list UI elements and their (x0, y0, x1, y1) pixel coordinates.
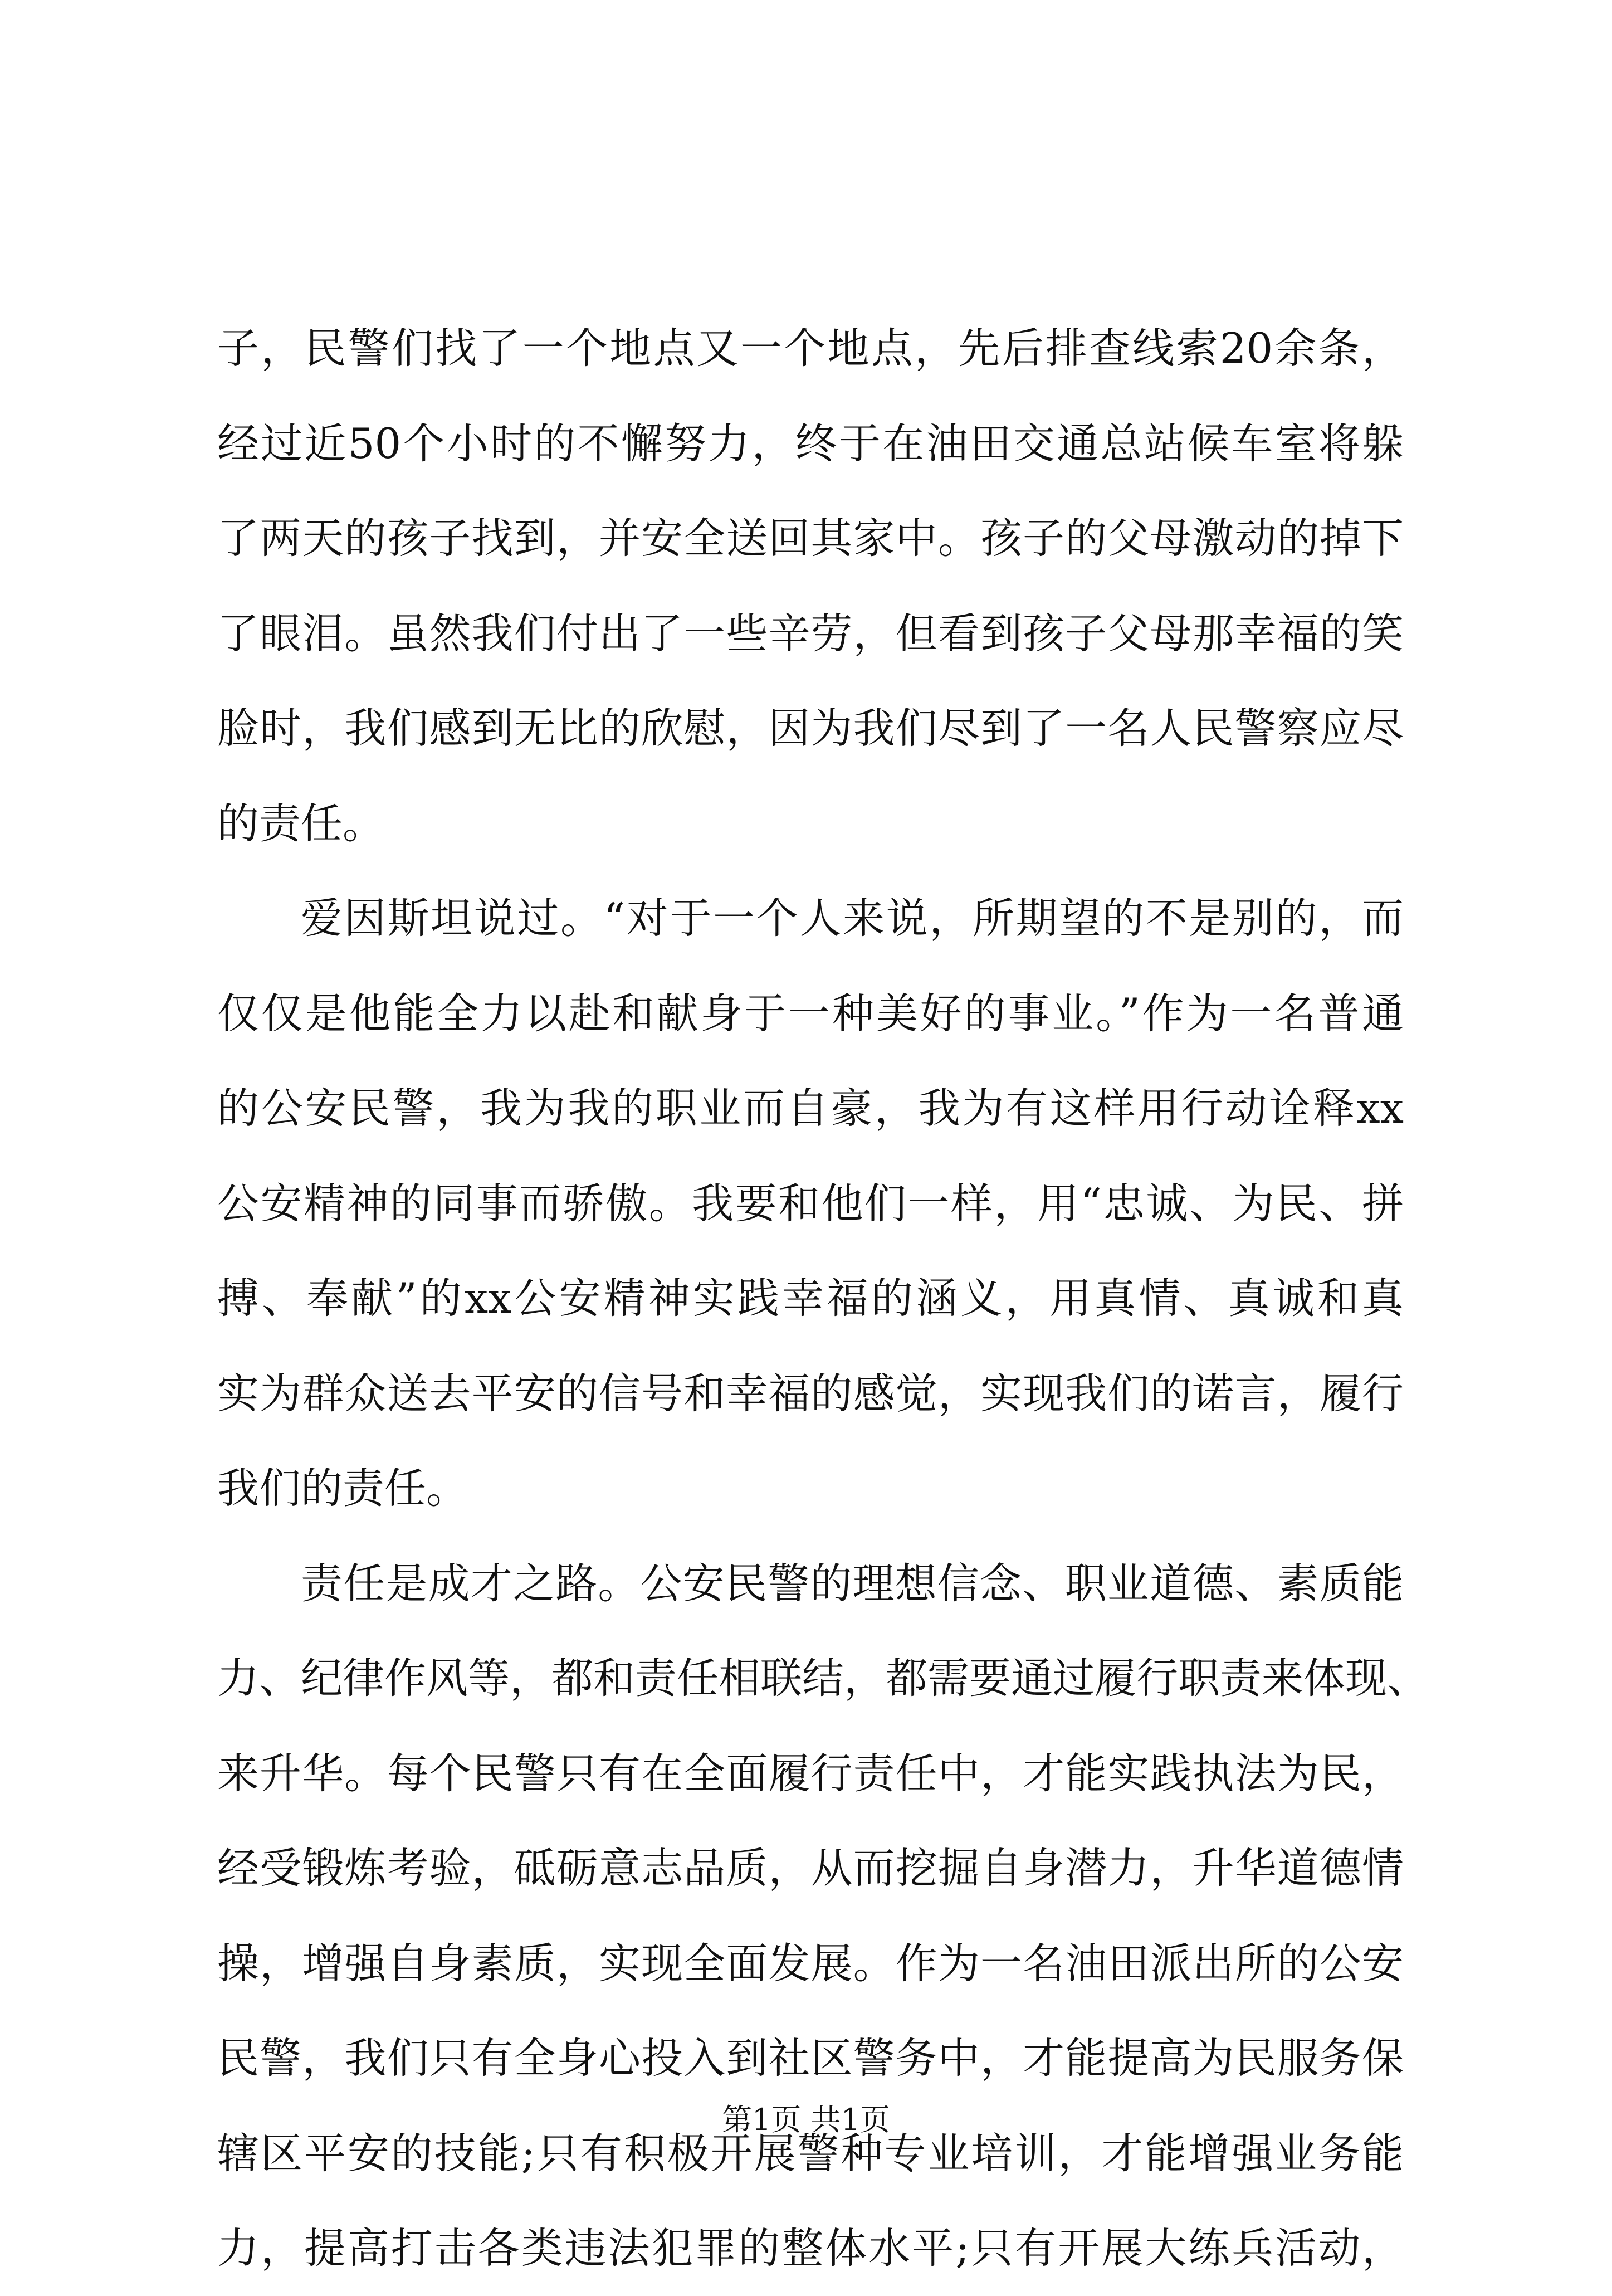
text-line: 力、纪律作风等，都和责任相联结，都需要通过履行职责来体现、 (217, 1654, 1429, 1703)
text-line: 责任是成才之路。公安民警的理想信念、职业道德、素质能 (301, 1558, 1404, 1608)
text-line: 力，提高打击各类违法犯罪的整体水平;只有开展大练兵活动， (217, 2224, 1404, 2273)
text-line: 经受锻炼考验，砥砺意志品质，从而挖掘自身潜力，升华道德情 (217, 1844, 1404, 1893)
document-body (217, 301, 1429, 2296)
paragraph (217, 871, 1404, 1536)
text-line: 脸时，我们感到无比的欣慰，因为我们尽到了一名人民警察应尽 (217, 704, 1404, 753)
text-line: 公安精神的同事而骄傲。我要和他们一样，用“忠诚、为民、拼 (217, 1178, 1404, 1228)
text-line: 民警，我们只有全身心投入到社区警务中，才能提高为民服务保 (217, 2034, 1404, 2083)
text-line: 经过近50个小时的不懈努力，终于在油田交通总站候车室将躲 (217, 418, 1404, 468)
text-line: 仅仅是他能全力以赴和献身于一种美好的事业。”作为一名普通 (217, 988, 1404, 1038)
text-line: 爱因斯坦说过。“对于一个人来说，所期望的不是别的，而 (301, 894, 1404, 943)
text-line: 我们的责任。 (217, 1464, 468, 1513)
text-line: 的公安民警，我为我的职业而自豪，我为有这样用行动诠释xx (217, 1084, 1404, 1133)
text-line: 了两天的孩子找到，并安全送回其家中。孩子的父母激动的掉下 (217, 514, 1404, 563)
page-number: 第1页 共1页 (722, 2102, 890, 2137)
text-line: 实为群众送去平安的信号和幸福的感觉，实现我们的诺言，履行 (217, 1368, 1404, 1418)
text-line: 的责任。 (217, 798, 385, 848)
text-line: 操，增强自身素质，实现全面发展。作为一名油田派出所的公安 (217, 1938, 1404, 1988)
text-line: 搏、奉献”的xx公安精神实践幸福的涵义，用真情、真诚和真 (217, 1274, 1404, 1323)
paragraph (217, 301, 1404, 871)
text-line: 来升华。每个民警只有在全面履行责任中，才能实践执法为民， (217, 1748, 1404, 1798)
text-line: 子，民警们找了一个地点又一个地点，先后排查线索20余条， (217, 324, 1404, 373)
paragraph (217, 1536, 1429, 2296)
text-line: 辖区平安的技能;只有积极开展警种专业培训，才能增强业务能 (217, 2128, 1404, 2178)
text-line: 了眼泪。虽然我们付出了一些辛劳，但看到孩子父母那幸福的笑 (217, 608, 1404, 658)
